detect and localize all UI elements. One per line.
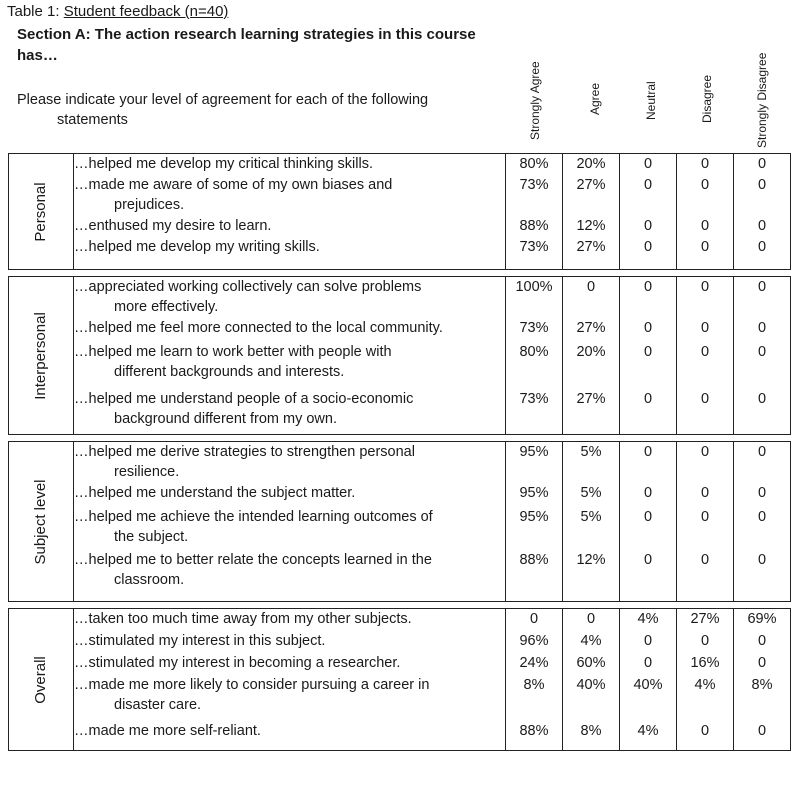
statement-continuation: background different from my own. <box>114 410 337 427</box>
statement-continuation: different backgrounds and interests. <box>114 363 345 380</box>
statement-cell <box>74 216 506 237</box>
statement-text: …helped me understand the subject matter. <box>74 484 356 501</box>
statement-cell <box>74 342 506 389</box>
column-header-disagree: Disagree <box>700 74 714 123</box>
value-cell: 0 <box>620 550 677 602</box>
value-cell: 12% <box>563 216 620 237</box>
category-cell <box>9 277 74 435</box>
value-cell: 0 <box>620 653 677 675</box>
value-cell: 88% <box>506 721 563 751</box>
statement-cell <box>74 318 506 342</box>
statement-text: …stimulated my interest in this subject. <box>74 632 326 649</box>
value-cell: 0 <box>677 389 734 435</box>
statement-cell <box>74 483 506 507</box>
statement-cell <box>74 389 506 435</box>
statement-cell <box>74 550 506 602</box>
statement-cell <box>74 609 506 631</box>
value-cell: 0 <box>734 237 791 270</box>
value-cell: 27% <box>677 609 734 631</box>
value-cell: 4% <box>620 721 677 751</box>
category-label: Personal <box>32 181 49 242</box>
value-cell: 0 <box>734 318 791 342</box>
value-cell: 0 <box>620 483 677 507</box>
value-cell: 0 <box>677 342 734 389</box>
caption-title: Student feedback (n=40) <box>63 3 229 20</box>
statement-text: …enthused my desire to learn. <box>74 217 272 234</box>
value-cell: 69% <box>734 609 791 631</box>
statement-text: …helped me feel more connected to the local community. <box>74 319 443 336</box>
value-cell: 0 <box>620 507 677 550</box>
statement-cell <box>74 631 506 653</box>
caption-prefix: Table 1: <box>7 3 64 20</box>
statement-continuation: resilience. <box>114 464 180 480</box>
value-cell: 96% <box>506 631 563 653</box>
statement-cell <box>74 277 506 318</box>
statement-text: …appreciated working collectively can solve problems <box>74 279 422 295</box>
value-cell: 16% <box>677 653 734 675</box>
table-row <box>9 550 791 602</box>
statement-text: …helped me learn to work better with people with <box>74 343 392 360</box>
column-header-agree: Agree <box>588 82 602 115</box>
category-cell <box>9 442 74 602</box>
value-cell: 0 <box>734 154 791 175</box>
value-cell: 0 <box>734 550 791 602</box>
value-cell: 0 <box>677 237 734 270</box>
value-cell: 0 <box>677 154 734 175</box>
value-cell: 0 <box>677 550 734 602</box>
value-cell: 73% <box>506 318 563 342</box>
group-spacer <box>9 435 791 442</box>
value-cell: 95% <box>506 442 563 483</box>
value-cell: 0 <box>620 154 677 175</box>
value-cell: 0 <box>620 277 677 318</box>
value-cell: 27% <box>563 389 620 435</box>
statement-continuation: more effectively. <box>114 299 219 315</box>
statement-text: …helped me achieve the intended learning outcomes of <box>74 508 433 525</box>
statement-cell <box>74 653 506 675</box>
statement-cell <box>74 721 506 751</box>
value-cell: 0 <box>734 483 791 507</box>
statement-text: …made me aware of some of my own biases and <box>74 176 393 193</box>
spacer-cell <box>9 602 791 609</box>
value-cell: 0 <box>734 216 791 237</box>
value-cell: 0 <box>563 277 620 318</box>
value-cell: 8% <box>563 721 620 751</box>
statement-continuation: classroom. <box>114 571 185 588</box>
statement-text: …stimulated my interest in becoming a researcher. <box>74 654 401 671</box>
value-cell: 0 <box>734 175 791 216</box>
statement-text: …helped me develop my critical thinking skills. <box>74 156 373 172</box>
value-cell: 5% <box>563 483 620 507</box>
value-cell: 0 <box>677 721 734 751</box>
table-row <box>9 216 791 237</box>
section-heading: Section A: The action research learning strategies in this course has… <box>17 26 476 64</box>
category-cell <box>9 154 74 270</box>
value-cell: 100% <box>506 277 563 318</box>
value-cell: 0 <box>620 631 677 653</box>
value-cell: 88% <box>506 550 563 602</box>
table-row <box>9 389 791 435</box>
value-cell: 0 <box>734 631 791 653</box>
value-cell: 0 <box>734 342 791 389</box>
table-row <box>9 318 791 342</box>
value-cell: 80% <box>506 154 563 175</box>
table-caption <box>7 3 228 21</box>
table-row <box>9 721 791 751</box>
statement-text: …made me more likely to consider pursuing a career in <box>74 676 430 693</box>
statement-text: …helped me to better relate the concepts learned in the <box>74 551 432 568</box>
value-cell: 0 <box>677 318 734 342</box>
value-cell: 0 <box>734 653 791 675</box>
value-cell: 0 <box>734 507 791 550</box>
value-cell: 40% <box>620 675 677 721</box>
value-cell: 73% <box>506 175 563 216</box>
table-row <box>9 507 791 550</box>
feedback-table <box>8 153 791 751</box>
value-cell: 27% <box>563 175 620 216</box>
column-header-strongly-disagree: Strongly Disagree <box>755 52 769 148</box>
statement-cell <box>74 442 506 483</box>
value-cell: 4% <box>620 609 677 631</box>
table-row <box>9 483 791 507</box>
category-cell <box>9 609 74 751</box>
statement-continuation: disaster care. <box>114 696 202 713</box>
table-row <box>9 237 791 270</box>
value-cell: 8% <box>734 675 791 721</box>
category-label: Interpersonal <box>32 311 49 400</box>
value-cell: 60% <box>563 653 620 675</box>
value-cell: 4% <box>677 675 734 721</box>
statement-cell <box>74 237 506 270</box>
statement-text: …taken too much time away from my other subjects. <box>74 611 412 627</box>
statement-continuation: the subject. <box>114 528 189 545</box>
value-cell: 0 <box>677 631 734 653</box>
value-cell: 27% <box>563 237 620 270</box>
value-cell: 0 <box>734 442 791 483</box>
spacer-cell <box>9 270 791 277</box>
value-cell: 0 <box>620 175 677 216</box>
instruction-line2: statements <box>57 112 128 128</box>
statement-cell <box>74 154 506 175</box>
instruction-line1: Please indicate your level of agreement for each of the following <box>17 92 429 108</box>
value-cell: 0 <box>563 609 620 631</box>
value-cell: 0 <box>677 483 734 507</box>
value-cell: 73% <box>506 237 563 270</box>
column-header-strongly-agree: Strongly Agree <box>528 61 542 140</box>
instruction-text <box>17 90 497 130</box>
statement-text: …made me more self-reliant. <box>74 722 261 739</box>
value-cell: 0 <box>734 277 791 318</box>
value-cell: 0 <box>677 507 734 550</box>
value-cell: 5% <box>563 507 620 550</box>
value-cell: 0 <box>677 277 734 318</box>
value-cell: 0 <box>620 442 677 483</box>
table-row <box>9 653 791 675</box>
table-row <box>9 631 791 653</box>
column-header-neutral: Neutral <box>644 81 658 120</box>
value-cell: 0 <box>734 389 791 435</box>
value-cell: 27% <box>563 318 620 342</box>
value-cell: 0 <box>620 216 677 237</box>
statement-text: …helped me understand people of a socio-economic <box>74 390 414 407</box>
value-cell: 5% <box>563 442 620 483</box>
table-row <box>9 277 791 318</box>
value-cell: 20% <box>563 342 620 389</box>
statement-text: …helped me develop my writing skills. <box>74 238 320 255</box>
statement-cell <box>74 175 506 216</box>
value-cell: 0 <box>677 216 734 237</box>
value-cell: 8% <box>506 675 563 721</box>
value-cell: 12% <box>563 550 620 602</box>
value-cell: 80% <box>506 342 563 389</box>
statement-text: …helped me derive strategies to strengthen personal <box>74 444 415 460</box>
value-cell: 0 <box>620 237 677 270</box>
group-spacer <box>9 602 791 609</box>
value-cell: 24% <box>506 653 563 675</box>
value-cell: 40% <box>563 675 620 721</box>
value-cell: 0 <box>620 342 677 389</box>
group-spacer <box>9 270 791 277</box>
value-cell: 0 <box>620 389 677 435</box>
category-label: Overall <box>32 655 49 704</box>
value-cell: 4% <box>563 631 620 653</box>
statement-cell <box>74 675 506 721</box>
value-cell: 20% <box>563 154 620 175</box>
table-row <box>9 675 791 721</box>
category-label: Subject level <box>32 478 49 565</box>
value-cell: 0 <box>506 609 563 631</box>
value-cell: 0 <box>677 442 734 483</box>
table-row <box>9 175 791 216</box>
table-row <box>9 342 791 389</box>
table-row <box>9 442 791 483</box>
value-cell: 0 <box>734 721 791 751</box>
value-cell: 88% <box>506 216 563 237</box>
table-row <box>9 609 791 631</box>
statement-continuation: prejudices. <box>114 196 185 213</box>
value-cell: 73% <box>506 389 563 435</box>
value-cell: 95% <box>506 507 563 550</box>
value-cell: 95% <box>506 483 563 507</box>
value-cell: 0 <box>620 318 677 342</box>
spacer-cell <box>9 435 791 442</box>
table-row <box>9 154 791 175</box>
value-cell: 0 <box>677 175 734 216</box>
statement-cell <box>74 507 506 550</box>
